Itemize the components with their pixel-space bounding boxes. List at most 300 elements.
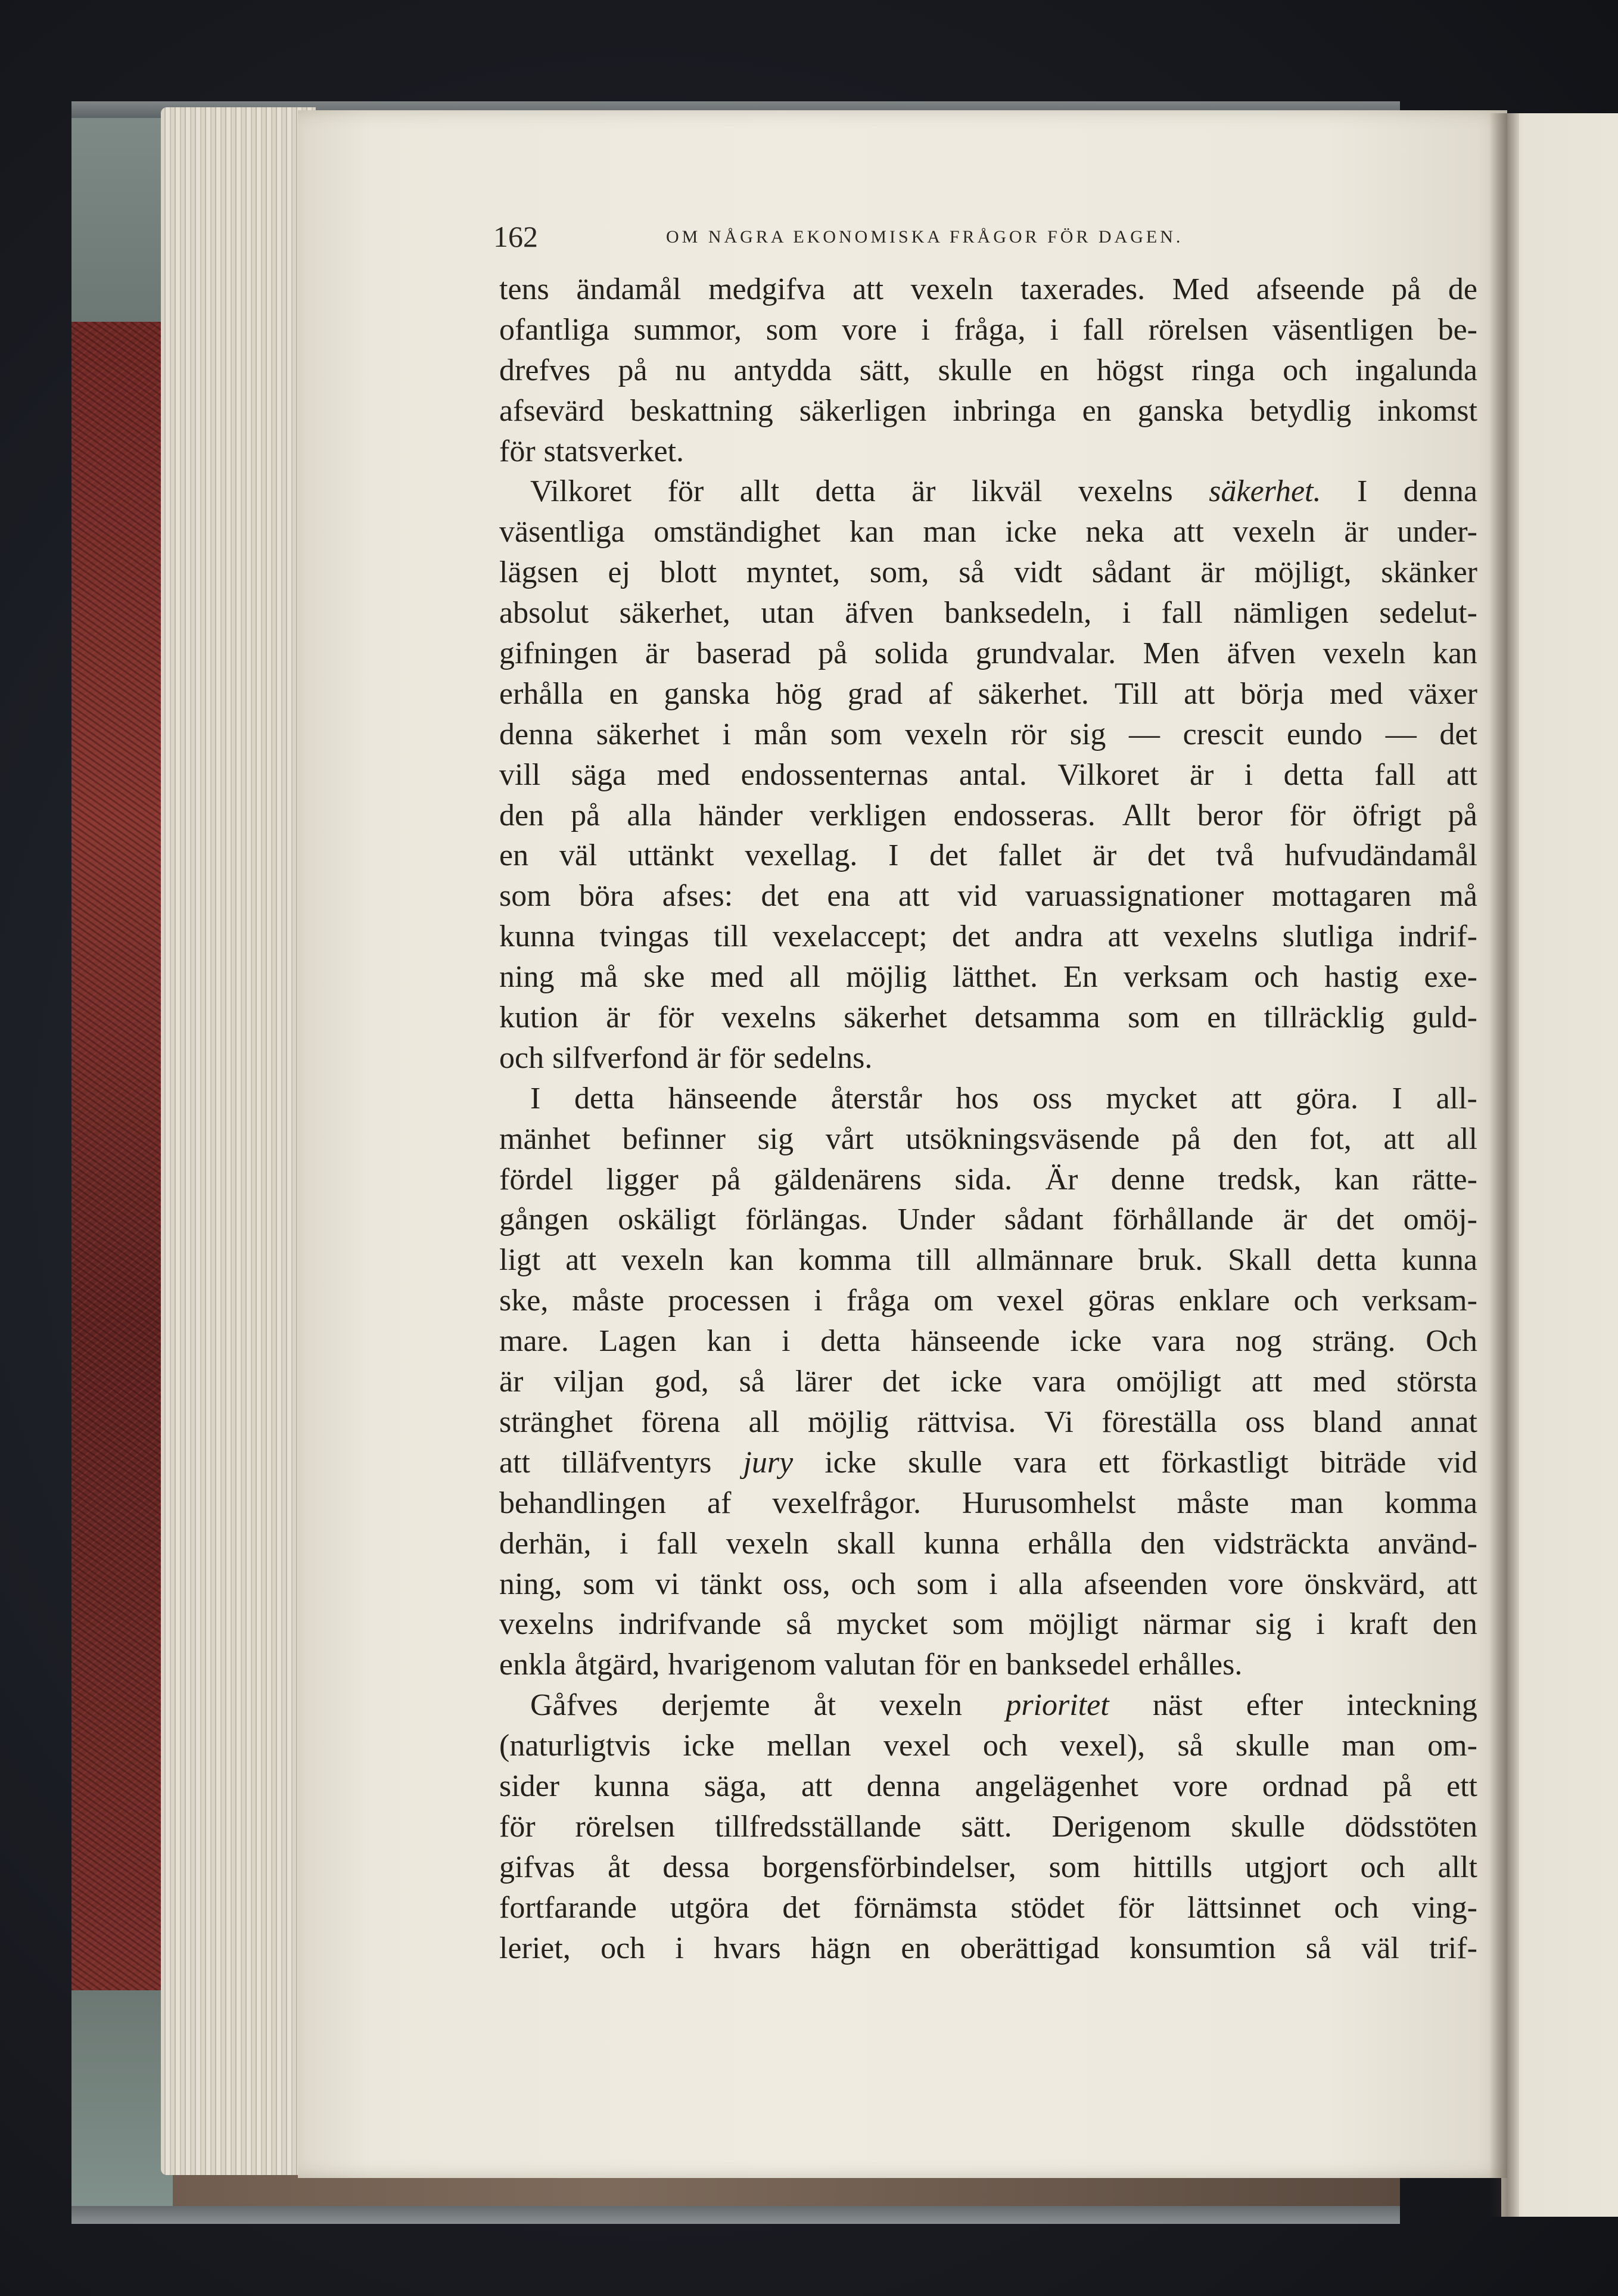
word: all (1446, 1121, 1477, 1156)
word: uttänkt (628, 838, 714, 873)
word: nämligen (1233, 596, 1349, 630)
text-line (499, 1807, 1477, 1847)
word: vexel (883, 1729, 951, 1763)
word: med (710, 960, 764, 995)
word: sig (1255, 1607, 1292, 1642)
word: bruk. (1138, 1243, 1203, 1278)
word: nog (1235, 1324, 1282, 1359)
word: En (1063, 960, 1098, 995)
word: vidsträckta (1213, 1526, 1349, 1561)
word: rätte- (1412, 1162, 1477, 1197)
word: — (1129, 717, 1160, 751)
text-line (499, 1402, 1477, 1443)
word: oss (1245, 1405, 1285, 1439)
word: sträng. (1312, 1324, 1396, 1359)
word: be- (1437, 312, 1477, 347)
word: vexellag. (745, 838, 858, 873)
word: säkerligen (799, 393, 927, 428)
word: säkerhet. (1209, 474, 1321, 509)
text-line (499, 916, 1477, 957)
word: äfven (845, 596, 914, 630)
text-line (499, 552, 1477, 593)
word: derhän, (499, 1526, 592, 1561)
word: kraft (1349, 1607, 1408, 1642)
text-line (499, 796, 1477, 836)
word: icke (1070, 1324, 1122, 1359)
word: vexelns (1078, 474, 1173, 509)
word: högst (1096, 353, 1164, 387)
word: vore (1172, 1769, 1228, 1803)
word: lättsinnet (1187, 1890, 1301, 1925)
word: nu (675, 353, 707, 387)
word: Lagen (599, 1324, 677, 1359)
word: skulle (1235, 1729, 1310, 1763)
word: vårt (825, 1121, 874, 1156)
word: biträde (1320, 1445, 1407, 1480)
word: grundvalar. (975, 636, 1116, 671)
word: säga (571, 757, 627, 792)
word: fråga, (954, 312, 1026, 347)
word: konsumtion (1129, 1931, 1276, 1965)
word: annat (1410, 1405, 1477, 1439)
word: det (1439, 717, 1477, 751)
word: fall (1082, 312, 1124, 347)
word: det (1147, 838, 1186, 873)
word: fall (656, 1526, 698, 1561)
word: inteckning (1346, 1688, 1477, 1723)
word: detta (820, 1324, 881, 1359)
word: gifvas (499, 1850, 575, 1884)
word: säkerhet (596, 717, 700, 751)
word: Är (1045, 1162, 1078, 1197)
word: icke (683, 1729, 735, 1763)
word: i (675, 1931, 684, 1965)
word: vexel (997, 1284, 1065, 1318)
word: vid (1437, 1445, 1477, 1480)
word: händer (698, 798, 783, 832)
word: till (713, 919, 748, 954)
word: antydda (733, 353, 832, 387)
word: på (1383, 1769, 1412, 1803)
word: sedelns. (773, 1040, 873, 1075)
word: vexeln (1323, 636, 1406, 671)
word: kan (1432, 636, 1477, 671)
word: hög (775, 676, 822, 711)
word: kan (1334, 1162, 1379, 1197)
word: är (1283, 1203, 1307, 1237)
word: derjemte (661, 1688, 770, 1723)
word: gången (499, 1203, 589, 1237)
word: — (1385, 717, 1417, 751)
word: som, (869, 555, 929, 590)
word: icke (950, 1365, 1003, 1399)
word: komma (798, 1243, 892, 1278)
word: kan (707, 1324, 752, 1359)
word: skall (836, 1526, 896, 1561)
word: för (1118, 1890, 1155, 1925)
word: under- (1397, 515, 1477, 549)
word: att (565, 1243, 597, 1278)
word: detta (815, 474, 876, 509)
text-line (499, 1281, 1477, 1321)
word: fallet (998, 838, 1062, 873)
word: ändamål (576, 272, 682, 306)
word: så (1305, 1931, 1332, 1965)
word: säkerhet (844, 1001, 947, 1035)
word: den (1432, 1607, 1477, 1642)
word: rörelsen (1148, 312, 1249, 347)
word: dessa (662, 1850, 730, 1884)
word: väl (559, 838, 598, 873)
word: afses: (662, 879, 733, 914)
word: sådant (1091, 555, 1171, 590)
text-line (499, 593, 1477, 633)
word: väsentligen (1272, 312, 1414, 347)
word: all (789, 960, 821, 995)
word: icke (1005, 515, 1057, 549)
word: och (1283, 353, 1328, 387)
word: rättvisa. (917, 1405, 1016, 1439)
word: Gåfves (530, 1688, 618, 1723)
word: ingalunda (1355, 353, 1477, 387)
word: summor, (633, 312, 742, 347)
text-line (499, 350, 1477, 391)
word: denna (499, 717, 574, 751)
word: utan (761, 596, 814, 630)
text-line (499, 1685, 1477, 1726)
word: den (1233, 1121, 1278, 1156)
word: det (882, 1365, 920, 1399)
word: som (952, 1607, 1004, 1642)
word: det (951, 919, 990, 954)
word: i (1316, 1607, 1325, 1642)
word: oskäligt (618, 1203, 716, 1237)
word: vexeln (726, 1526, 809, 1561)
word: utgöra (670, 1890, 749, 1925)
word: att (898, 879, 929, 914)
word: alla (627, 798, 672, 832)
word: åt (607, 1850, 630, 1884)
word: i (722, 717, 732, 751)
word: erhålla (499, 676, 584, 711)
word: eundo (1286, 717, 1363, 751)
word: denne (1110, 1162, 1185, 1197)
word: möjlig (846, 960, 927, 995)
word: är (1200, 555, 1225, 590)
word: på (571, 798, 600, 832)
word: kution (499, 1001, 578, 1035)
word: beskattning (630, 393, 773, 428)
cover-cloth-bottom (71, 1990, 173, 2206)
word: vexeln (879, 1688, 963, 1723)
word: för (923, 1648, 960, 1682)
word: ning (499, 960, 555, 995)
word: ena (827, 879, 870, 914)
word: som (1048, 1850, 1101, 1884)
word: göras (1088, 1284, 1155, 1318)
word: god, (654, 1365, 709, 1399)
word: för (658, 1001, 694, 1035)
word: jury (743, 1445, 794, 1480)
word: vore (842, 312, 897, 347)
word: exe- (1424, 960, 1477, 995)
word: varuassignationer (1025, 879, 1244, 914)
word: till (916, 1243, 951, 1278)
word: största (1396, 1365, 1477, 1399)
word: hos (956, 1081, 999, 1116)
text-line (499, 755, 1477, 796)
word: vexelns (721, 1001, 816, 1035)
word: vexeln (621, 1243, 704, 1278)
word: denna (866, 1769, 941, 1803)
word: på (1448, 798, 1477, 832)
word: af (707, 1486, 732, 1520)
cover-cloth-top (71, 118, 173, 322)
word: så (959, 555, 985, 590)
page-stack-edges (161, 107, 316, 2175)
word: afseende (1256, 272, 1365, 306)
word: en (609, 676, 639, 711)
text-line (499, 998, 1477, 1038)
word: medgifva (708, 272, 826, 306)
word: är (1092, 838, 1117, 873)
word: oss (1032, 1081, 1072, 1116)
word: I (1356, 474, 1368, 509)
text-line (499, 1928, 1477, 1969)
word: en (968, 1648, 998, 1682)
text-line (499, 310, 1477, 350)
word: vara (1013, 1445, 1067, 1480)
word: mare. (499, 1324, 569, 1359)
word: sådant (1004, 1203, 1084, 1237)
word: Vilkoret (530, 474, 632, 509)
text-line (499, 1888, 1477, 1928)
word: man (1290, 1486, 1344, 1520)
word: stödet (1010, 1890, 1085, 1925)
word: verkligen (809, 798, 927, 832)
text-line (499, 1726, 1477, 1766)
word: lärer (795, 1365, 852, 1399)
word: på (818, 636, 848, 671)
word: böra (579, 879, 634, 914)
word: utsökningsväsende (906, 1121, 1140, 1156)
word: för (499, 1809, 536, 1844)
word: i (1122, 596, 1131, 630)
word: processen (668, 1284, 791, 1318)
word: ske, (499, 1284, 549, 1318)
word: om- (1427, 1729, 1477, 1763)
word: hittills (1133, 1850, 1213, 1884)
word: tredsk, (1218, 1162, 1302, 1197)
text-line (499, 1079, 1477, 1119)
word: af (928, 676, 953, 711)
word: det (1336, 1203, 1374, 1237)
word: en (1082, 393, 1112, 428)
word: så (1177, 1729, 1203, 1763)
word: banksedel (1006, 1648, 1130, 1682)
word: Med (1172, 272, 1230, 306)
word: bland (1313, 1405, 1382, 1439)
word: de (1448, 272, 1477, 306)
word: solida (874, 636, 949, 671)
word: kunna (593, 1769, 670, 1803)
word: vara (1032, 1365, 1086, 1399)
word: detta (574, 1081, 634, 1116)
text-line (499, 876, 1477, 916)
word: detsamma (974, 1001, 1100, 1035)
word: stränghet (499, 1405, 613, 1439)
text-line (499, 633, 1477, 674)
word: ett (1098, 1445, 1130, 1480)
word: sig (1069, 717, 1106, 751)
word: borgensförbindelser, (762, 1850, 1016, 1884)
word: på (1392, 272, 1421, 306)
word: taxerades. (1020, 272, 1146, 306)
word: det (761, 879, 799, 914)
word: förnämsta (853, 1890, 978, 1925)
word: hänseende (668, 1081, 798, 1116)
word: slutliga (1282, 919, 1374, 954)
word: en (499, 838, 529, 873)
word: banksedeln, (944, 596, 1092, 630)
word: inkomst (1377, 393, 1477, 428)
text-line (499, 391, 1477, 431)
word: att (1231, 1081, 1262, 1116)
word: Skall (1228, 1243, 1292, 1278)
text-line (499, 1483, 1477, 1524)
word: en (901, 1931, 931, 1965)
word: leriet, (499, 1931, 571, 1965)
word: möjligt (1028, 1607, 1119, 1642)
gutter-shadow (1489, 113, 1519, 2217)
text-line (499, 1847, 1477, 1888)
word: vid (957, 879, 997, 914)
word: oberättigad (960, 1931, 1100, 1965)
word: mycket (1106, 1081, 1197, 1116)
word: att (852, 272, 884, 306)
word: oss, (783, 1567, 830, 1601)
word: fortfarande (499, 1890, 637, 1925)
word: för (1289, 798, 1326, 832)
word: tillräcklig (1264, 1001, 1384, 1035)
word: vore (1228, 1567, 1284, 1601)
word: gifningen (499, 636, 618, 671)
word: afseenden (1084, 1567, 1208, 1601)
word: är (606, 1001, 630, 1035)
word: om (934, 1284, 973, 1318)
word: tänkt (700, 1567, 763, 1601)
word: I (530, 1081, 541, 1116)
word: vexeln (905, 717, 988, 751)
word: myntet, (746, 555, 841, 590)
text-line (499, 957, 1477, 998)
word: är (645, 636, 670, 671)
word: sig (757, 1121, 794, 1156)
word: ganska (1137, 393, 1224, 428)
word: Och (1426, 1324, 1477, 1359)
word: att (499, 1445, 530, 1480)
word: vexelns (1163, 919, 1258, 954)
word: befinner (622, 1121, 726, 1156)
text-line (499, 1240, 1477, 1281)
word: för (729, 1040, 766, 1075)
word: angelägenhet (975, 1769, 1138, 1803)
word: detta (1316, 1243, 1377, 1278)
word: verksam (1123, 960, 1229, 995)
word: mycket (836, 1607, 928, 1642)
word: silfverfond (552, 1040, 689, 1075)
word: efter (1246, 1688, 1303, 1723)
text-line (499, 1564, 1477, 1605)
word: att (1383, 1121, 1415, 1156)
word: Till (1114, 676, 1159, 711)
word: rör (1010, 717, 1047, 751)
word: andra (1014, 919, 1084, 954)
word: måste (1177, 1486, 1249, 1520)
running-title: OM NÅGRA EKONOMISKA FRÅGOR FÖR DAGEN. (666, 227, 1184, 247)
word: skulle (1231, 1809, 1305, 1844)
word: erhålla (1028, 1526, 1112, 1561)
word: använd- (1377, 1526, 1477, 1561)
word: ligt (499, 1243, 541, 1278)
word: valutan (824, 1648, 916, 1682)
text-line (499, 674, 1477, 714)
word: en (1040, 353, 1069, 387)
word: med (656, 757, 711, 792)
word: kan (729, 1243, 774, 1278)
word: tillfredsställande (714, 1809, 922, 1844)
word: Men (1143, 636, 1200, 671)
word: så (786, 1607, 812, 1642)
word: betydlig (1249, 393, 1352, 428)
word: att (1172, 515, 1204, 549)
word: vexelns (499, 1607, 594, 1642)
word: sedelut- (1379, 596, 1477, 630)
word: drefves (499, 353, 591, 387)
word: Vilkoret (1057, 757, 1159, 792)
word: som (830, 717, 882, 751)
text-line (499, 471, 1477, 512)
word: är (696, 1040, 721, 1075)
word: all- (1436, 1081, 1477, 1116)
word: sider (499, 1769, 560, 1803)
word: ganska (664, 676, 750, 711)
cover-edge-bottom (71, 2206, 1400, 2224)
word: Hurusomhelst (962, 1486, 1136, 1520)
word: den (1140, 1526, 1186, 1561)
word: vexelfrågor. (772, 1486, 922, 1520)
word: man (923, 515, 976, 549)
word: att (1107, 919, 1139, 954)
word: och (1254, 960, 1299, 995)
word: säkerhet. (978, 676, 1089, 711)
text-line (499, 1119, 1477, 1160)
word: mån (754, 717, 808, 751)
word: trif- (1429, 1931, 1477, 1965)
word: den (499, 798, 544, 832)
word: sätt. (961, 1809, 1012, 1844)
text-line (499, 1038, 1477, 1079)
word: föreställa (1102, 1405, 1217, 1439)
word: ordnad (1262, 1769, 1349, 1803)
text-line (499, 1604, 1477, 1645)
word: att (1446, 1567, 1477, 1601)
word: fall (1161, 596, 1203, 630)
word: denna (1403, 474, 1477, 509)
word: skulle (938, 353, 1012, 387)
text-line (499, 1766, 1477, 1807)
word: hufvudändamål (1284, 838, 1477, 873)
